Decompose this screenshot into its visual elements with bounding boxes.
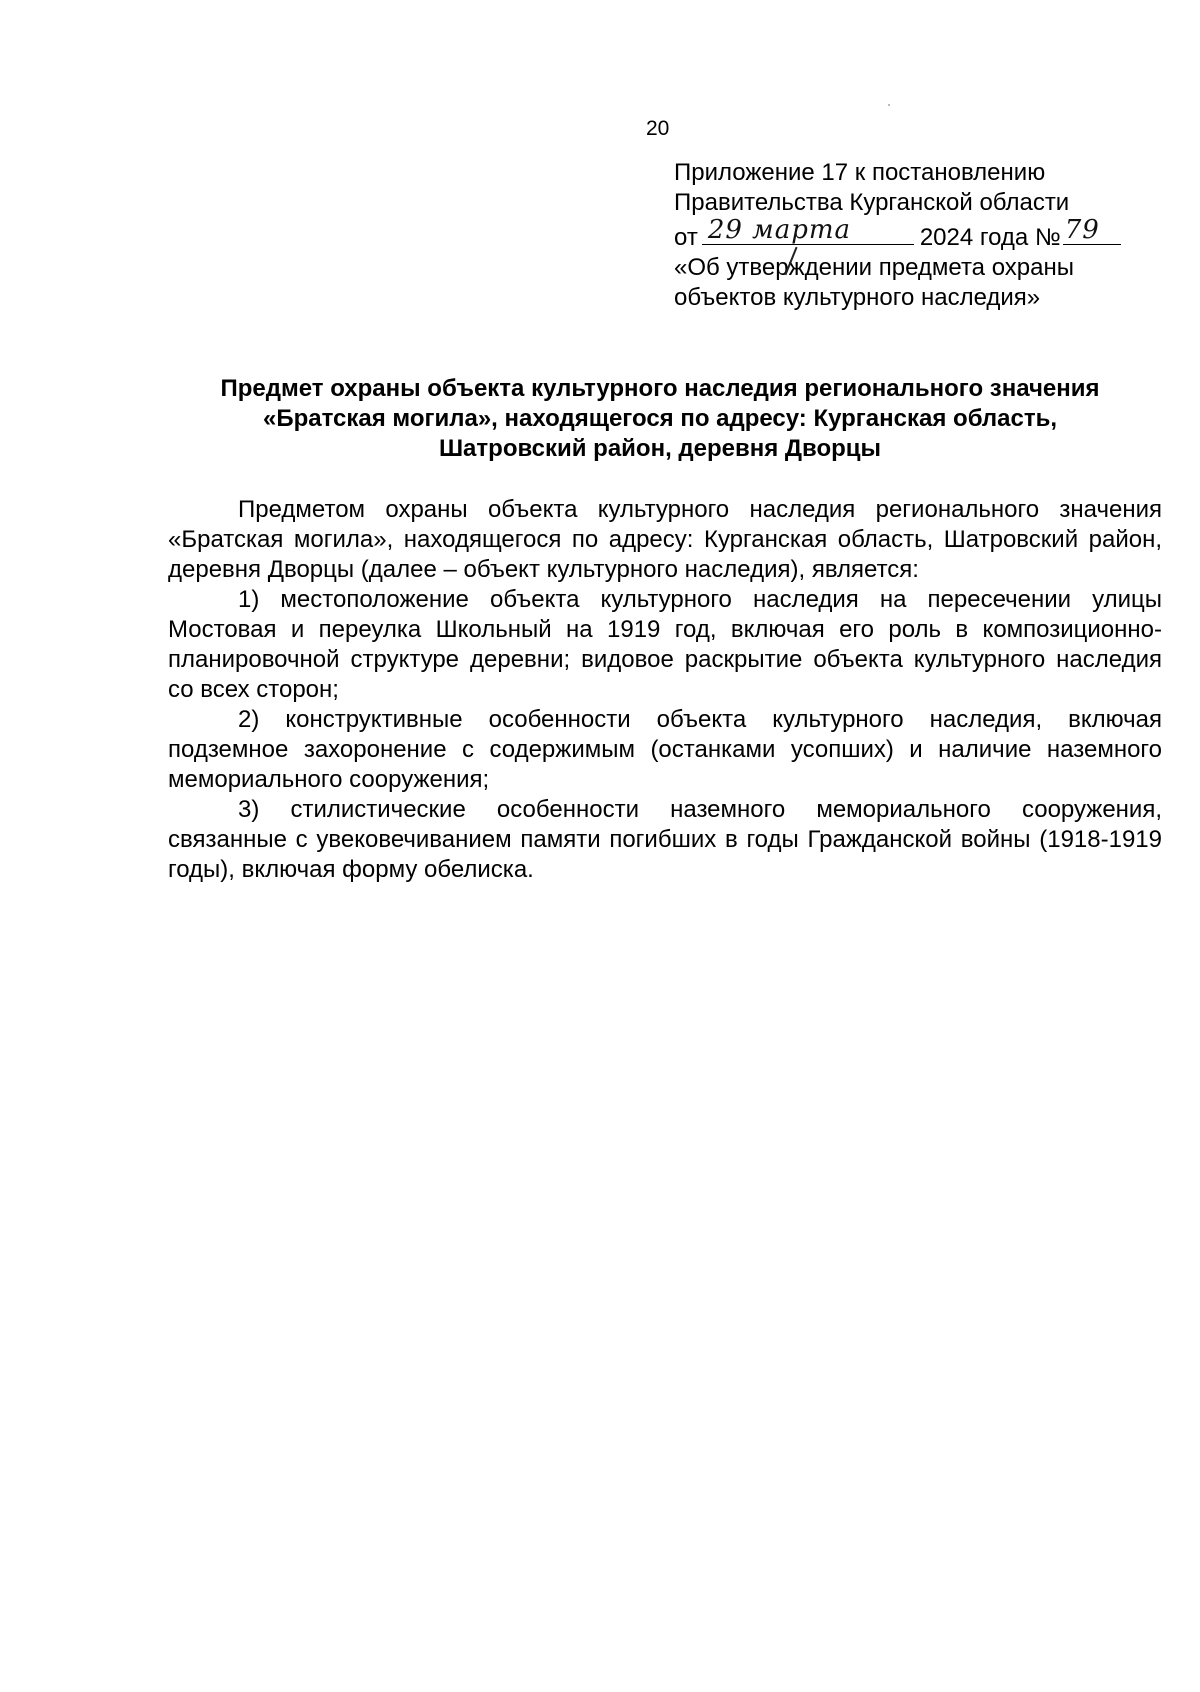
scan-speck [888, 104, 890, 106]
list-item-3: 3) стилистические особенности наземного мемориального сооружения, связанные с увековечиванием памяти погибших в годы Гражданской войны (1918-1919 годы), включая форму обелиска. [168, 796, 1162, 883]
list-item-2: 2) конструктивные особенности объекта культурного наследия, включая подземное захоронение с содержимым (останками усопших) и наличие наземного мемориального сооружения; [168, 706, 1162, 793]
attachment-date-line [674, 215, 1144, 253]
list-item-1: 1) местоположение объекта культурного наследия на пересечении улицы Мостовая и переулка Школьный на 1919 год, включая его роль в композиционно-планировочной структуре деревни; видовое раскрытие объекта культурного наследия со всех сторон; [168, 586, 1162, 703]
document-body [168, 495, 1162, 885]
document-title [160, 374, 1160, 464]
page-number: 20 [646, 117, 670, 140]
year-text: 2024 года № [919, 224, 1061, 251]
attachment-line-2: Правительства Курганской области [674, 189, 1070, 216]
title-line-1: Предмет охраны объекта культурного наследия регионального значения [220, 375, 1100, 402]
date-blank [702, 215, 914, 245]
attachment-header [674, 158, 1144, 313]
number-blank [1063, 215, 1121, 245]
attachment-line-5: объектов культурного наследия» [674, 284, 1041, 311]
handwritten-date: 29 марта [707, 215, 852, 245]
title-line-3: Шатровский район, деревня Дворцы [438, 435, 882, 462]
intro-paragraph: Предметом охраны объекта культурного наследия регионального значения «Братская могила», находящегося по адресу: Курганская область, Шатровский район, деревня Дворцы (далее – объект культурного наследия), является: [168, 496, 1162, 583]
handwritten-number: 79 [1064, 215, 1100, 245]
attachment-line-1: Приложение 17 к постановлению [674, 159, 1046, 186]
title-line-2: «Братская могила», находящегося по адресу: Курганская область, [262, 405, 1058, 432]
attachment-line-4: «Об утверждении предмета охраны [674, 254, 1074, 281]
date-prefix: от [674, 224, 698, 251]
